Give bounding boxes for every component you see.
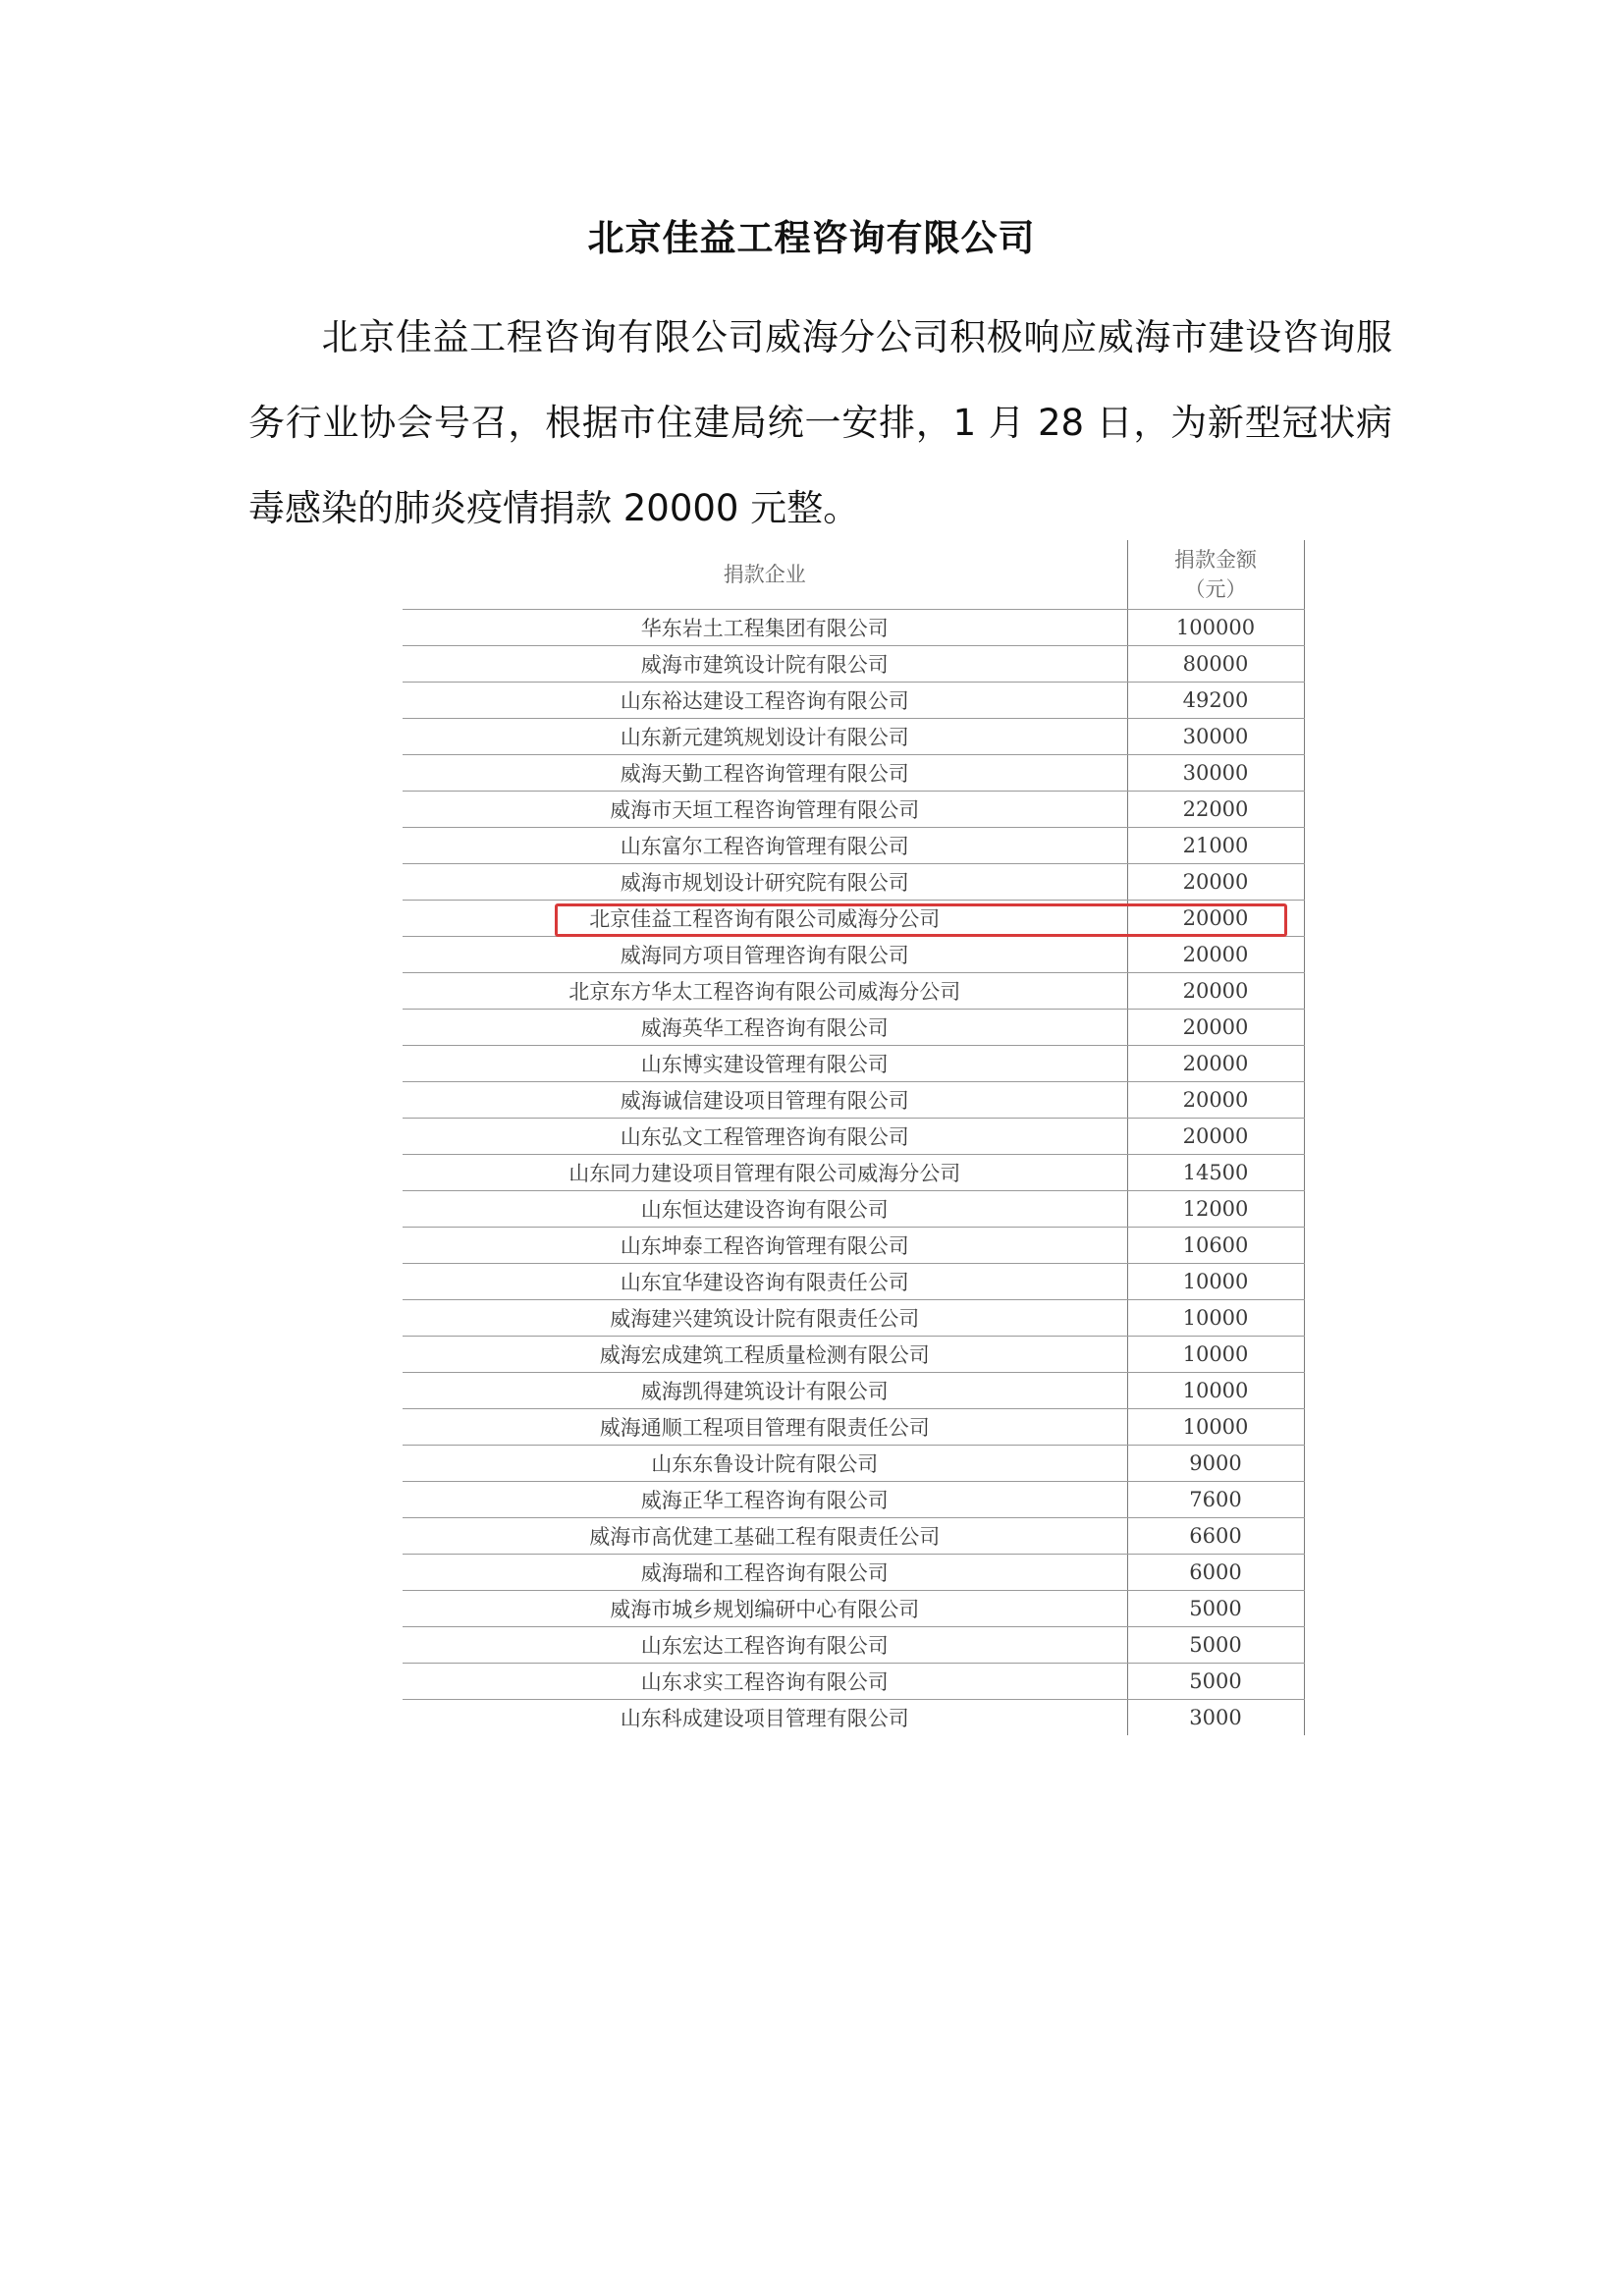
amount-cell: 49200 — [1127, 683, 1304, 719]
table-row — [403, 1555, 1316, 1591]
table-row — [403, 1518, 1316, 1555]
table-row — [403, 1482, 1316, 1518]
table-right-edge — [1304, 1119, 1316, 1155]
company-cell: 山东恒达建设咨询有限公司 — [403, 1191, 1127, 1228]
amount-cell: 20000 — [1127, 1010, 1304, 1046]
table-row — [403, 1409, 1316, 1446]
company-cell: 威海宏成建筑工程质量检测有限公司 — [403, 1337, 1127, 1373]
table-row — [403, 1337, 1316, 1373]
amount-cell: 20000 — [1127, 1046, 1304, 1082]
body-paragraph — [248, 295, 1392, 551]
company-cell: 威海市建筑设计院有限公司 — [403, 646, 1127, 683]
company-cell: 山东富尔工程咨询管理有限公司 — [403, 828, 1127, 864]
amount-cell: 10000 — [1127, 1373, 1304, 1409]
amount-cell: 20000 — [1127, 1119, 1304, 1155]
table-row — [403, 719, 1316, 755]
table-right-edge — [1304, 1228, 1316, 1264]
table-right-edge — [1304, 1082, 1316, 1119]
amount-cell: 30000 — [1127, 719, 1304, 755]
header-amount-line1: 捐款金额 — [1174, 548, 1257, 572]
table-row — [403, 610, 1316, 646]
amount-cell: 10000 — [1127, 1300, 1304, 1337]
company-cell: 山东求实工程咨询有限公司 — [403, 1664, 1127, 1700]
table-row — [403, 646, 1316, 683]
company-cell: 威海瑞和工程咨询有限公司 — [403, 1555, 1127, 1591]
table-row — [403, 1119, 1316, 1155]
amount-cell: 6600 — [1127, 1518, 1304, 1555]
table-row — [403, 1300, 1316, 1337]
table-right-edge — [1304, 1409, 1316, 1446]
table-row — [403, 1010, 1316, 1046]
table-right-edge — [1304, 1482, 1316, 1518]
table-row — [403, 828, 1316, 864]
table-right-edge — [1304, 828, 1316, 864]
table-right-edge — [1304, 1446, 1316, 1482]
table-right-edge — [1304, 1664, 1316, 1700]
amount-cell: 20000 — [1127, 973, 1304, 1010]
company-cell: 山东科成建设项目管理有限公司 — [620, 1707, 909, 1730]
amount-cell: 20000 — [1127, 901, 1304, 937]
amount-cell: 5000 — [1127, 1591, 1304, 1627]
table-right-edge — [1304, 1700, 1316, 1736]
header-company: 捐款企业 — [403, 540, 1127, 610]
table-row — [403, 973, 1316, 1010]
table-right-edge — [1304, 1191, 1316, 1228]
header-amount-line2: （元） — [1184, 577, 1247, 601]
table-right-edge — [1304, 646, 1316, 683]
company-cell: 山东同力建设项目管理有限公司威海分公司 — [403, 1155, 1127, 1191]
table-right-edge — [1304, 901, 1316, 937]
company-cell: 山东博实建设管理有限公司 — [403, 1046, 1127, 1082]
company-cell: 威海建兴建筑设计院有限责任公司 — [403, 1300, 1127, 1337]
table-right-edge — [1304, 1373, 1316, 1409]
company-cell: 北京东方华太工程咨询有限公司威海分公司 — [403, 973, 1127, 1010]
table-right-edge — [1304, 610, 1316, 646]
amount-cell: 30000 — [1127, 755, 1304, 792]
table-row — [403, 1228, 1316, 1264]
company-cell: 山东弘文工程管理咨询有限公司 — [403, 1119, 1127, 1155]
table-right-edge — [1304, 1264, 1316, 1300]
table-right-edge — [1304, 864, 1316, 901]
amount-cell: 22000 — [1127, 792, 1304, 828]
table-right-edge — [1304, 755, 1316, 792]
company-cell: 威海凯得建筑设计有限公司 — [403, 1373, 1127, 1409]
table-right-edge — [1304, 937, 1316, 973]
company-cell: 北京佳益工程咨询有限公司威海分公司 — [403, 901, 1127, 937]
table-row — [403, 937, 1316, 973]
table-right-edge — [1304, 1555, 1316, 1591]
table-row — [403, 1373, 1316, 1409]
donation-table — [403, 540, 1316, 1735]
company-cell: 山东东鲁设计院有限公司 — [403, 1446, 1127, 1482]
company-cell: 山东宏达工程咨询有限公司 — [403, 1627, 1127, 1664]
amount-cell: 7600 — [1127, 1482, 1304, 1518]
company-cell: 山东裕达建设工程咨询有限公司 — [403, 683, 1127, 719]
table-row — [403, 1264, 1316, 1300]
table-right-edge — [1304, 1046, 1316, 1082]
page-title: 北京佳益工程咨询有限公司 — [587, 217, 1036, 259]
donation-table-image — [403, 540, 1316, 1730]
table-row — [403, 1664, 1316, 1700]
table-row — [403, 1046, 1316, 1082]
table-right-edge — [1304, 1627, 1316, 1664]
amount-cell: 5000 — [1127, 1664, 1304, 1700]
table-row — [403, 1700, 1316, 1736]
company-cell: 威海天勤工程咨询管理有限公司 — [403, 755, 1127, 792]
table-right-edge — [1304, 719, 1316, 755]
table-row — [403, 1155, 1316, 1191]
table-row — [403, 755, 1316, 792]
table-row — [403, 683, 1316, 719]
table-right-edge — [1304, 1155, 1316, 1191]
company-cell: 山东新元建筑规划设计有限公司 — [403, 719, 1127, 755]
amount-cell: 20000 — [1127, 1082, 1304, 1119]
table-right-edge — [1304, 1300, 1316, 1337]
amount-cell: 6000 — [1127, 1555, 1304, 1591]
header-amount — [1127, 540, 1304, 610]
company-cell: 威海诚信建设项目管理有限公司 — [403, 1082, 1127, 1119]
amount-cell: 100000 — [1127, 610, 1304, 646]
amount-cell: 10000 — [1127, 1264, 1304, 1300]
table-row — [403, 901, 1316, 937]
company-cell: 山东坤泰工程咨询管理有限公司 — [403, 1228, 1127, 1264]
table-right-edge — [1304, 973, 1316, 1010]
company-cell: 山东宜华建设咨询有限责任公司 — [403, 1264, 1127, 1300]
amount-cell: 5000 — [1127, 1627, 1304, 1664]
table-right-edge — [1304, 683, 1316, 719]
amount-cell: 10000 — [1127, 1409, 1304, 1446]
company-cell: 威海通顺工程项目管理有限责任公司 — [403, 1409, 1127, 1446]
company-cell: 威海市天垣工程咨询管理有限公司 — [403, 792, 1127, 828]
company-cell: 威海市规划设计研究院有限公司 — [403, 864, 1127, 901]
table-right-edge — [1304, 1591, 1316, 1627]
amount-cell: 10000 — [1127, 1337, 1304, 1373]
company-cell: 威海同方项目管理咨询有限公司 — [403, 937, 1127, 973]
company-cell: 华东岩土工程集团有限公司 — [403, 610, 1127, 646]
table-right-edge — [1304, 1010, 1316, 1046]
amount-cell: 10600 — [1127, 1228, 1304, 1264]
table-right-edge — [1304, 792, 1316, 828]
table-right-edge — [1304, 1337, 1316, 1373]
table-row — [403, 1191, 1316, 1228]
amount-cell: 12000 — [1127, 1191, 1304, 1228]
table-row — [403, 864, 1316, 901]
company-cell: 威海正华工程咨询有限公司 — [403, 1482, 1127, 1518]
table-row — [403, 792, 1316, 828]
table-header-row — [403, 540, 1316, 610]
amount-cell: 80000 — [1127, 646, 1304, 683]
company-cell: 威海英华工程咨询有限公司 — [403, 1010, 1127, 1046]
amount-cell: 21000 — [1127, 828, 1304, 864]
company-cell: 威海市高优建工基础工程有限责任公司 — [403, 1518, 1127, 1555]
table-row — [403, 1082, 1316, 1119]
amount-cell: 14500 — [1127, 1155, 1304, 1191]
table-row — [403, 1627, 1316, 1664]
table-row — [403, 1591, 1316, 1627]
amount-cell: 3000 — [1127, 1700, 1304, 1736]
company-cell: 威海市城乡规划编研中心有限公司 — [403, 1591, 1127, 1627]
paragraph-text: 北京佳益工程咨询有限公司威海分公司积极响应威海市建设咨询服务行业协会号召，根据市住建局统一安排，1 月 28 日，为新型冠状病毒感染的肺炎疫情捐款 20000 元整。 — [248, 316, 1392, 529]
table-right-edge — [1304, 540, 1316, 610]
amount-cell: 20000 — [1127, 864, 1304, 901]
amount-cell: 9000 — [1127, 1446, 1304, 1482]
table-right-edge — [1304, 1518, 1316, 1555]
amount-cell: 20000 — [1127, 937, 1304, 973]
table-row — [403, 1446, 1316, 1482]
